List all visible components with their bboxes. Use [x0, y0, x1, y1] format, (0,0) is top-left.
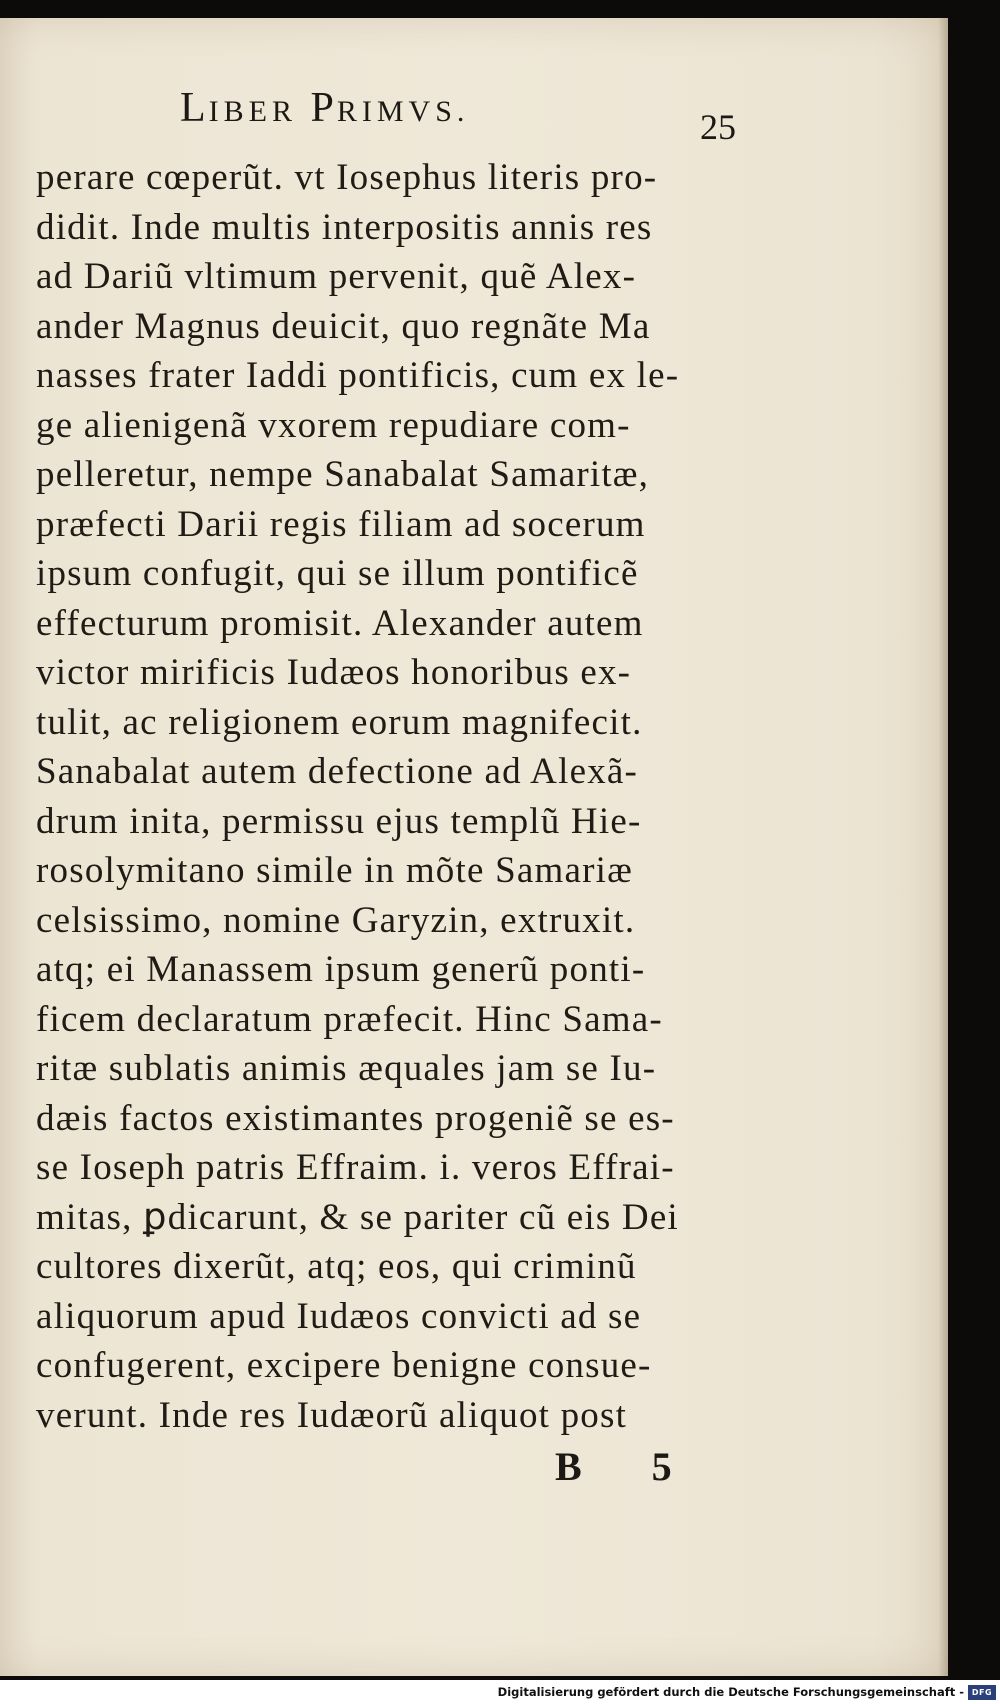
text-line: se Ioseph patris Effraim. i. veros Effrai-	[36, 1147, 675, 1188]
running-head-rest-2: RIMVS.	[336, 95, 470, 128]
text-line: verunt. Inde res Iudæorũ aliquot post	[36, 1394, 628, 1436]
text-line: nasses frater Iaddi pontificis, cum ex le-	[36, 355, 680, 396]
body-text	[36, 153, 756, 1440]
text-line: ipsum confugit, qui se illum pontificẽ	[36, 553, 639, 594]
text-line: pelleretur, nempe Sanabalat Samaritæ,	[36, 454, 650, 495]
text-line: tulit, ac religionem eorum magnifecit.	[36, 701, 643, 743]
text-line: ad Dariũ vltimum pervenit, quẽ Alex-	[36, 256, 637, 297]
text-line: perare cœperũt. vt Iosephus literis pro-	[36, 157, 658, 198]
footer-credit: Digitalisierung gefördert durch die Deutsche Forschungsgemeinschaft -	[497, 1685, 964, 1699]
text-line: cultores dixerũt, atq; eos, qui criminũ	[36, 1246, 637, 1287]
text-line: Sanabalat autem defectione ad Alexã-	[36, 751, 639, 792]
text-line: ge alienigenã vxorem repudiare com-	[36, 404, 631, 446]
text-line: præfecti Darii regis filiam ad socerum	[36, 503, 646, 545]
text-line: ander Magnus deuicit, quo regnãte Ma	[36, 305, 651, 347]
running-head-initial-1: L	[180, 85, 209, 131]
text-line: confugerent, excipere benigne consue-	[36, 1345, 652, 1386]
text-line: ficem declaratum præfecit. Hinc Sama-	[36, 998, 663, 1040]
book-page	[0, 18, 948, 1676]
text-line: ritæ sublatis animis æquales jam se Iu-	[36, 1048, 657, 1089]
text-line: celsissimo, nomine Garyzin, extruxit.	[36, 899, 636, 941]
text-line: atq; ei Manassem ipsum generũ ponti-	[36, 949, 646, 990]
running-head	[180, 84, 469, 132]
text-line: mitas, ꝑdicarunt, & se pariter cũ eis Dei	[36, 1196, 679, 1238]
text-line: victor mirificis Iudæos honoribus ex-	[36, 652, 632, 693]
text-line: aliquorum apud Iudæos convicti ad se	[36, 1295, 642, 1337]
signature-mark: B 5	[555, 1444, 702, 1489]
page-number: 25	[700, 107, 736, 147]
running-head-rest-1: IBER	[208, 95, 297, 128]
text-line: effecturum promisit. Alexander autem	[36, 602, 644, 644]
text-line: dæis factos existimantes progeniẽ se es-	[36, 1097, 675, 1139]
text-line: didit. Inde multis interpositis annis res	[36, 206, 653, 248]
digitization-footer	[0, 1680, 1000, 1704]
text-line: rosolymitano simile in mõte Samariæ	[36, 850, 633, 891]
running-head-initial-2: P	[310, 85, 337, 131]
text-line: drum inita, permissu ejus templũ Hie-	[36, 800, 642, 842]
dfg-logo-icon[interactable]: DFG	[968, 1685, 996, 1700]
